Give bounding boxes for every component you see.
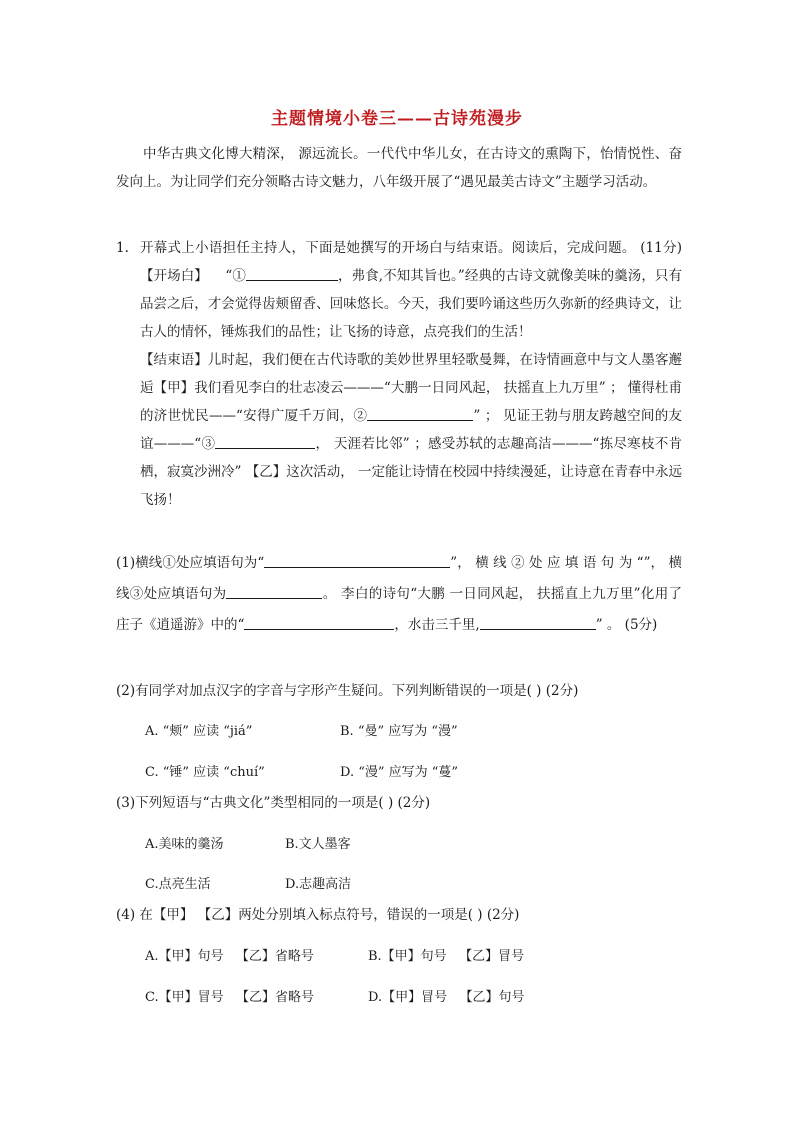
sub1-text-b: ”， 横 线 ② 处 应 填 语 句 为 “ (450, 555, 644, 571)
sub-question-2: (2)有同学对加点汉字的字音与字形产生疑问。下列判断错误的一项是( ) (2分) (116, 683, 579, 699)
option-4a[interactable]: A.【甲】句号 【乙】省略号 (145, 949, 314, 964)
blank-1[interactable] (246, 265, 338, 281)
sub-question-4: (4) 在【甲】 【乙】两处分别填入标点符号，错误的一项是( ) (2分) (116, 907, 520, 923)
option-4c[interactable]: C.【甲】冒号 【乙】省略号 (145, 990, 315, 1005)
blank-sub1-1[interactable] (264, 552, 450, 568)
blank-sub1-4[interactable] (480, 614, 596, 630)
option-3b[interactable]: B.文人墨客 (285, 837, 351, 852)
sub-question-3: (3)下列短语与“古典文化”类型相同的一项是( ) (2分) (116, 795, 431, 811)
option-2b[interactable]: B. “曼” 应写为 “漫” (340, 724, 458, 739)
sub1-text-f: ” 。 (5分) (595, 617, 658, 633)
opening-label: 【开场白】 (140, 268, 208, 284)
option-4d[interactable]: D.【甲】冒号 【乙】句号 (368, 990, 525, 1005)
opening-text-b: ，弗食,不知其旨也。”经典的古诗文就像美味的羹汤，只有品尝之后，才会觉得齿颊留香、回味悠长。今天，我们要吟诵这些历久弥新的经典诗文，让古人的情怀，锤炼我们的品性；让飞扬的诗意，点亮我们的生活！ (140, 268, 682, 340)
question-1-text (140, 234, 682, 346)
option-2c[interactable]: C. “锤” 应读 “chuí” (145, 765, 265, 780)
opening-text-a: “① (225, 268, 246, 284)
closing-paragraph (140, 346, 682, 514)
closing-label: 【结束语】 (140, 352, 208, 368)
sub1-text-e: ，水击三千里, (394, 617, 480, 633)
option-4b[interactable]: B.【甲】句号 【乙】冒号 (368, 949, 525, 964)
option-2d[interactable]: D. “漫” 应写为 “蔓” (340, 765, 459, 780)
intro-paragraph: 中华古典文化博大精深， 源远流长。一代代中华儿女，在古诗文的熏陶下，怡情悦性、奋发向上。为让同学们充分领略古诗文魅力，八年级开展了“遇见最美古诗文”主题学习活动。 (116, 146, 682, 190)
option-2a[interactable]: A. “颊” 应读 “jiá” (145, 724, 253, 739)
option-3c[interactable]: C.点亮生活 (145, 877, 211, 892)
question-stem: 开幕式上小语担任主持人，下面是她撰写的开场白与结束语。阅读后，完成问题。 (11分) (140, 240, 682, 256)
sub1-text-a: (1)横线①处应填语句为“ (116, 555, 265, 571)
sub1-text-c: ”， 横线③处应填语句为 (116, 555, 682, 602)
closing-text-b: ” ； 见证王勃与朋友跨越空间的友谊———“③ (140, 408, 682, 452)
closing-text-c: ， 天涯若比邻” ；感受苏轼的志趣高洁———“拣尽寒枝不肯栖，寂寞沙洲冷” 【乙】这次活动， 一定能让诗情在校园中持续漫延，让诗意在青春中永远飞扬！ (140, 436, 682, 508)
page-title: 主题情境小卷三——古诗苑漫步 (271, 109, 523, 129)
question-1-body (140, 234, 682, 514)
blank-sub1-2[interactable] (226, 583, 322, 599)
blank-3[interactable] (215, 433, 315, 449)
sub1-text-d: 。 李白的诗句“大鹏 一日同风起， 扶摇直上九万里”化用了庄子《逍遥游》中的“ (116, 586, 682, 633)
blank-2[interactable] (367, 405, 473, 421)
question-number: 1. (116, 240, 129, 256)
sub-question-1 (116, 548, 682, 641)
closing-text-a: 儿时起，我们便在古代诗歌的美妙世界里轻歌曼舞，在诗情画意中与文人墨客邂逅【甲】我们看见李白的壮志凌云———“大鹏一日同风起， 扶摇直上九万里” ； 懂得杜甫的济世忧民——“安得广厦千万间，② (140, 352, 683, 424)
option-3a[interactable]: A.美味的羹汤 (145, 837, 224, 852)
blank-sub1-3[interactable] (244, 614, 394, 630)
option-3d[interactable]: D.志趣高洁 (285, 877, 352, 892)
